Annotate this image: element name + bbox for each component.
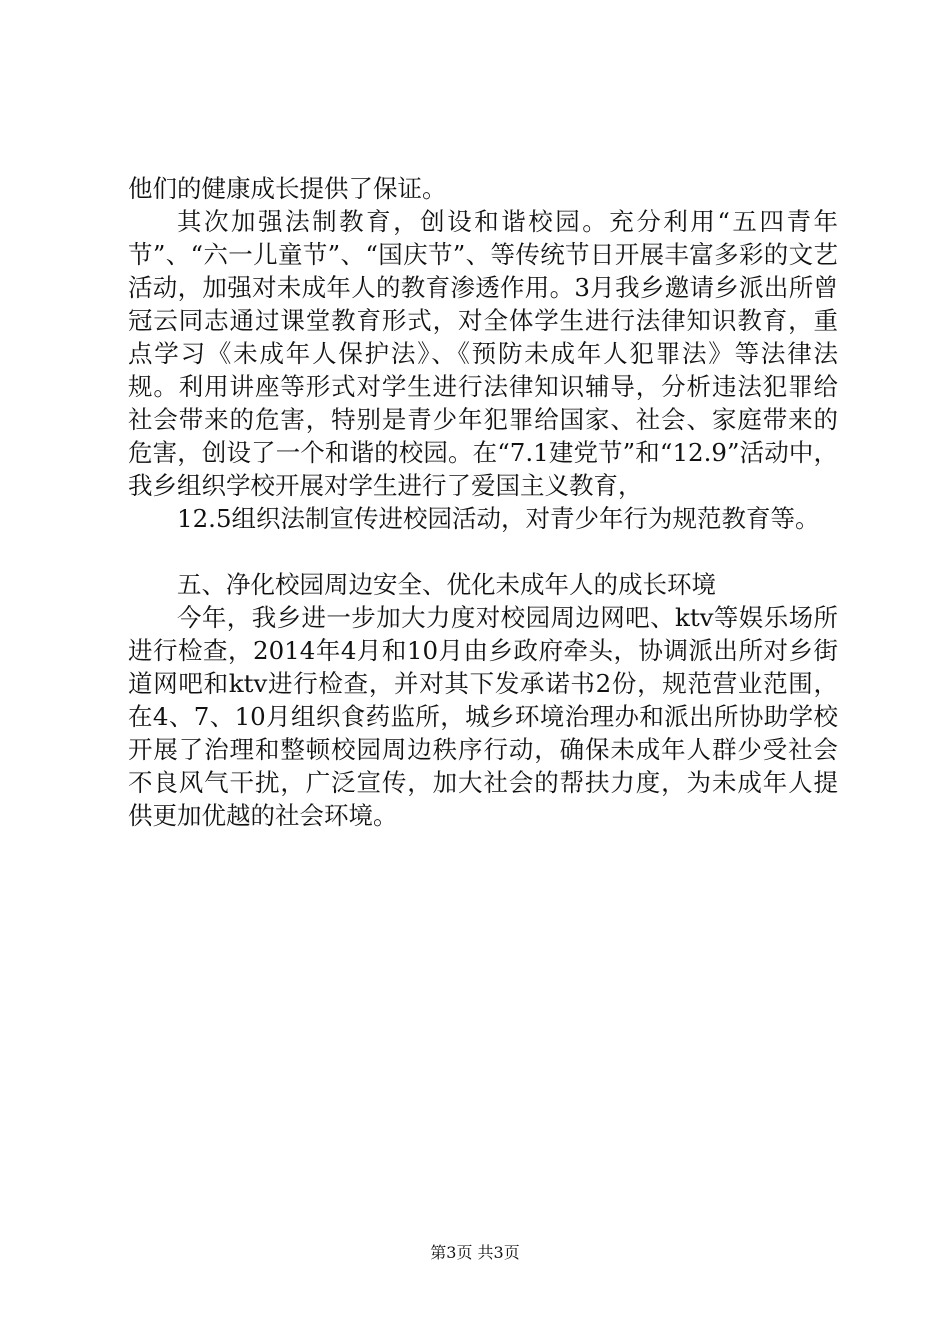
paragraph-spacer xyxy=(128,535,838,568)
document-body xyxy=(128,172,838,832)
paragraph-campus-environment: 今年，我乡进一步加大力度对校园周边网吧、ktv等娱乐场所进行检查，2014年4月和10月由乡政府牵头，协调派出所对乡街道网吧和ktv进行检查，并对其下发承诺书2份，规范营业范围，在4、7、10月组织食药监所，城乡环境治理办和派出所协助学校开展了治理和整顿校园周边秩序行动，确保未成年人群少受社会不良风气干扰，广泛宣传，加大社会的帮扶力度，为未成年人提供更加优越的社会环境。 xyxy=(128,603,838,830)
paragraph-legal-education: 其次加强法制教育，创设和谐校园。充分利用“五四青年节”、“六一儿童节”、“国庆节”、等传统节日开展丰富多彩的文艺活动，加强对未成年人的教育渗透作用。3月我乡邀请乡派出所曾冠云同志通过课堂教育形式，对全体学生进行法律知识教育，重点学习《未成年人保护法》、《预防未成年人犯罪法》等法律法规。利用讲座等形式对学生进行法律知识辅导，分析违法犯罪给社会带来的危害，特别是青少年犯罪给国家、社会、家庭带来的危害，创设了一个和谐的校园。在“7.1建党节”和“12.9”活动中，我乡组织学校开展对学生进行了爱国主义教育， xyxy=(128,207,838,500)
paragraph-continuation: 他们的健康成长提供了保证。 xyxy=(128,174,447,203)
page-footer: 第3页 共3页 xyxy=(430,1243,520,1262)
paragraph-legal-campaign: 12.5组织法制宣传进校园活动，对青少年行为规范教育等。 xyxy=(177,504,820,533)
section-heading: 五、净化校园周边安全、优化未成年人的成长环境 xyxy=(177,570,716,599)
